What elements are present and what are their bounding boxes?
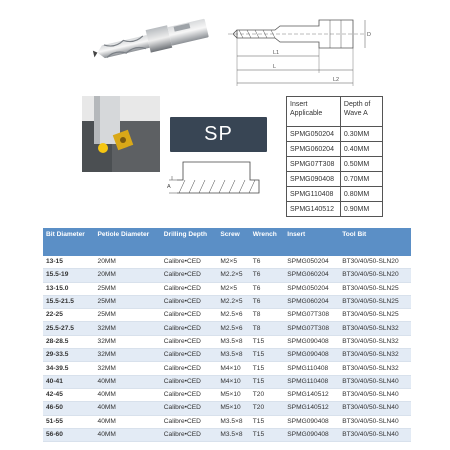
insert-model-cell: SPMG07T308 bbox=[287, 157, 341, 172]
insert-model-cell: SPMG060204 bbox=[287, 142, 341, 157]
header-wrench: Wrench bbox=[250, 228, 285, 256]
insert-row bbox=[287, 187, 383, 202]
wrench-cell: T6 bbox=[250, 295, 285, 308]
drilling-depth-cell: Calibre•CED bbox=[161, 349, 218, 362]
label-l1: L1 bbox=[273, 50, 280, 56]
bit-diameter-cell: 22-25 bbox=[43, 309, 95, 322]
tool-bit-cell: BT30/40/50-SLN25 bbox=[339, 309, 411, 322]
label-a: A bbox=[167, 184, 171, 190]
table-row bbox=[43, 402, 411, 415]
insert-cell: SPMG050204 bbox=[284, 256, 339, 269]
spec-table-header bbox=[43, 228, 411, 256]
wrench-cell: T8 bbox=[250, 309, 285, 322]
wrench-cell: T20 bbox=[250, 388, 285, 401]
tool-bit-cell: BT30/40/50-SLN32 bbox=[339, 322, 411, 335]
wrench-cell: T6 bbox=[250, 256, 285, 269]
insert-model-cell: SPMG110408 bbox=[287, 187, 341, 202]
wave-depth-cell: 0.80MM bbox=[340, 187, 382, 202]
drilling-depth-cell: Calibre•CED bbox=[161, 335, 218, 348]
insert-type-badge bbox=[170, 117, 267, 152]
tool-bit-cell: BT30/40/50-SLN20 bbox=[339, 256, 411, 269]
screw-cell: M3.5×8 bbox=[217, 335, 249, 348]
tool-bit-cell: BT30/40/50-SLN32 bbox=[339, 335, 411, 348]
tool-bit-cell: BT30/40/50-SLN20 bbox=[339, 269, 411, 282]
insert-depth-table bbox=[286, 96, 383, 217]
screw-cell: M2.2×5 bbox=[217, 269, 249, 282]
header-bit-diameter: Bit Diameter bbox=[43, 228, 95, 256]
header-screw: Screw bbox=[217, 228, 249, 256]
drilling-depth-cell: Calibre•CED bbox=[161, 362, 218, 375]
screw-cell: M5×10 bbox=[217, 402, 249, 415]
insert-cell: SPMG110408 bbox=[284, 362, 339, 375]
insert-cell: SPMG090408 bbox=[284, 415, 339, 428]
insert-cell: SPMG090408 bbox=[284, 335, 339, 348]
bit-diameter-cell: 51-55 bbox=[43, 415, 95, 428]
table-row bbox=[43, 362, 411, 375]
bit-diameter-cell: 40-41 bbox=[43, 375, 95, 388]
insert-row bbox=[287, 172, 383, 187]
tool-bit-cell: BT30/40/50-SLN40 bbox=[339, 428, 411, 441]
cutting-illustration bbox=[82, 96, 160, 172]
drilling-depth-cell: Calibre•CED bbox=[161, 309, 218, 322]
wrench-cell: T15 bbox=[250, 349, 285, 362]
screw-cell: M4×10 bbox=[217, 362, 249, 375]
petiole-diameter-cell: 32MM bbox=[95, 349, 161, 362]
bit-diameter-cell: 13-15 bbox=[43, 256, 95, 269]
insert-cell: SPMG110408 bbox=[284, 375, 339, 388]
wave-depth-cell: 0.90MM bbox=[340, 202, 382, 217]
screw-cell: M2×5 bbox=[217, 282, 249, 295]
tool-bit-cell: BT30/40/50-SLN40 bbox=[339, 415, 411, 428]
insert-cell: SPMG090408 bbox=[284, 349, 339, 362]
bit-diameter-cell: 46-50 bbox=[43, 402, 95, 415]
drilling-depth-cell: Calibre•CED bbox=[161, 388, 218, 401]
petiole-diameter-cell: 20MM bbox=[95, 256, 161, 269]
petiole-diameter-cell: 25MM bbox=[95, 309, 161, 322]
wave-depth-cell: 0.50MM bbox=[340, 157, 382, 172]
table-row bbox=[43, 309, 411, 322]
insert-row bbox=[287, 142, 383, 157]
insert-row bbox=[287, 127, 383, 142]
drilling-depth-cell: Calibre•CED bbox=[161, 402, 218, 415]
wave-depth-diagram bbox=[165, 158, 280, 208]
drilling-depth-cell: Calibre•CED bbox=[161, 282, 218, 295]
petiole-diameter-cell: 32MM bbox=[95, 335, 161, 348]
label-l: L bbox=[273, 64, 277, 70]
screw-cell: M2.2×5 bbox=[217, 295, 249, 308]
table-row bbox=[43, 282, 411, 295]
table-row bbox=[43, 375, 411, 388]
petiole-diameter-cell: 25MM bbox=[95, 282, 161, 295]
petiole-diameter-cell: 40MM bbox=[95, 388, 161, 401]
screw-cell: M3.5×8 bbox=[217, 349, 249, 362]
petiole-diameter-cell: 40MM bbox=[95, 428, 161, 441]
drill-technical-drawing bbox=[225, 8, 395, 93]
petiole-diameter-cell: 20MM bbox=[95, 269, 161, 282]
wrench-cell: T15 bbox=[250, 375, 285, 388]
header-tool-bit: Tool Bit bbox=[339, 228, 411, 256]
insert-row bbox=[287, 157, 383, 172]
drill-photo bbox=[90, 10, 215, 70]
drilling-depth-cell: Calibre•CED bbox=[161, 322, 218, 335]
petiole-diameter-cell: 32MM bbox=[95, 362, 161, 375]
table-row bbox=[43, 428, 411, 441]
wrench-cell: T6 bbox=[250, 269, 285, 282]
screw-cell: M2.5×6 bbox=[217, 309, 249, 322]
petiole-diameter-cell: 40MM bbox=[95, 402, 161, 415]
drilling-depth-cell: Calibre•CED bbox=[161, 269, 218, 282]
bit-diameter-cell: 56-60 bbox=[43, 428, 95, 441]
drilling-depth-cell: Calibre•CED bbox=[161, 375, 218, 388]
drilling-depth-cell: Calibre•CED bbox=[161, 256, 218, 269]
bit-diameter-cell: 13-15.0 bbox=[43, 282, 95, 295]
screw-cell: M4×10 bbox=[217, 375, 249, 388]
table-row bbox=[43, 295, 411, 308]
bit-diameter-cell: 25.5-27.5 bbox=[43, 322, 95, 335]
petiole-diameter-cell: 25MM bbox=[95, 295, 161, 308]
drilling-depth-cell: Calibre•CED bbox=[161, 415, 218, 428]
insert-cell: SPMG140512 bbox=[284, 388, 339, 401]
screw-cell: M3.5×8 bbox=[217, 428, 249, 441]
insert-table-header bbox=[287, 97, 383, 127]
label-l2: L2 bbox=[333, 77, 340, 83]
header-petiole-diameter: Petiole Diameter bbox=[95, 228, 161, 256]
table-row bbox=[43, 322, 411, 335]
wrench-cell: T15 bbox=[250, 362, 285, 375]
tool-bit-cell: BT30/40/50-SLN25 bbox=[339, 282, 411, 295]
drilling-depth-cell: Calibre•CED bbox=[161, 428, 218, 441]
bit-diameter-cell: 28-28.5 bbox=[43, 335, 95, 348]
insert-model-cell: SPMG140512 bbox=[287, 202, 341, 217]
insert-cell: SPMG060204 bbox=[284, 295, 339, 308]
bit-diameter-cell: 15.5-19 bbox=[43, 269, 95, 282]
screw-cell: M2.5×6 bbox=[217, 322, 249, 335]
petiole-diameter-cell: 32MM bbox=[95, 322, 161, 335]
wave-depth-cell: 0.70MM bbox=[340, 172, 382, 187]
insert-cell: SPMG07T308 bbox=[284, 309, 339, 322]
insert-cell: SPMG07T308 bbox=[284, 322, 339, 335]
tool-bit-cell: BT30/40/50-SLN32 bbox=[339, 362, 411, 375]
header-insert: Insert bbox=[284, 228, 339, 256]
insert-cell: SPMG140512 bbox=[284, 402, 339, 415]
wrench-cell: T15 bbox=[250, 415, 285, 428]
drill-spec-table bbox=[43, 228, 411, 442]
drilling-depth-cell: Calibre•CED bbox=[161, 295, 218, 308]
insert-model-cell: SPMG090408 bbox=[287, 172, 341, 187]
tool-bit-cell: BT30/40/50-SLN40 bbox=[339, 375, 411, 388]
insert-model-cell: SPMG050204 bbox=[287, 127, 341, 142]
tool-bit-cell: BT30/40/50-SLN25 bbox=[339, 295, 411, 308]
screw-cell: M3.5×8 bbox=[217, 415, 249, 428]
wrench-cell: T8 bbox=[250, 322, 285, 335]
petiole-diameter-cell: 40MM bbox=[95, 375, 161, 388]
bit-diameter-cell: 29-33.5 bbox=[43, 349, 95, 362]
tool-bit-cell: BT30/40/50-SLN32 bbox=[339, 349, 411, 362]
tool-bit-cell: BT30/40/50-SLN40 bbox=[339, 402, 411, 415]
table-row bbox=[43, 349, 411, 362]
table-row bbox=[43, 256, 411, 269]
insert-cell: SPMG090408 bbox=[284, 428, 339, 441]
wave-depth-cell: 0.40MM bbox=[340, 142, 382, 157]
header-drilling-depth: Drilling Depth bbox=[161, 228, 218, 256]
badge-label: SP bbox=[204, 123, 233, 145]
insert-row bbox=[287, 202, 383, 217]
table-row bbox=[43, 415, 411, 428]
table-row bbox=[43, 335, 411, 348]
header-insert-applicable: Insert Applicable bbox=[287, 97, 341, 127]
insert-cell: SPMG050204 bbox=[284, 282, 339, 295]
tool-bit-cell: BT30/40/50-SLN40 bbox=[339, 388, 411, 401]
screw-cell: M5×10 bbox=[217, 388, 249, 401]
insert-cell: SPMG060204 bbox=[284, 269, 339, 282]
wrench-cell: T15 bbox=[250, 428, 285, 441]
label-d: D bbox=[367, 32, 371, 38]
petiole-diameter-cell: 40MM bbox=[95, 415, 161, 428]
screw-cell: M2×5 bbox=[217, 256, 249, 269]
wrench-cell: T15 bbox=[250, 335, 285, 348]
table-row bbox=[43, 269, 411, 282]
table-row bbox=[43, 388, 411, 401]
bit-diameter-cell: 42-45 bbox=[43, 388, 95, 401]
wrench-cell: T6 bbox=[250, 282, 285, 295]
wave-depth-cell: 0.30MM bbox=[340, 127, 382, 142]
wrench-cell: T20 bbox=[250, 402, 285, 415]
bit-diameter-cell: 15.5-21.5 bbox=[43, 295, 95, 308]
header-depth-of-wave: Depth of Wave A bbox=[340, 97, 382, 127]
bit-diameter-cell: 34-39.5 bbox=[43, 362, 95, 375]
